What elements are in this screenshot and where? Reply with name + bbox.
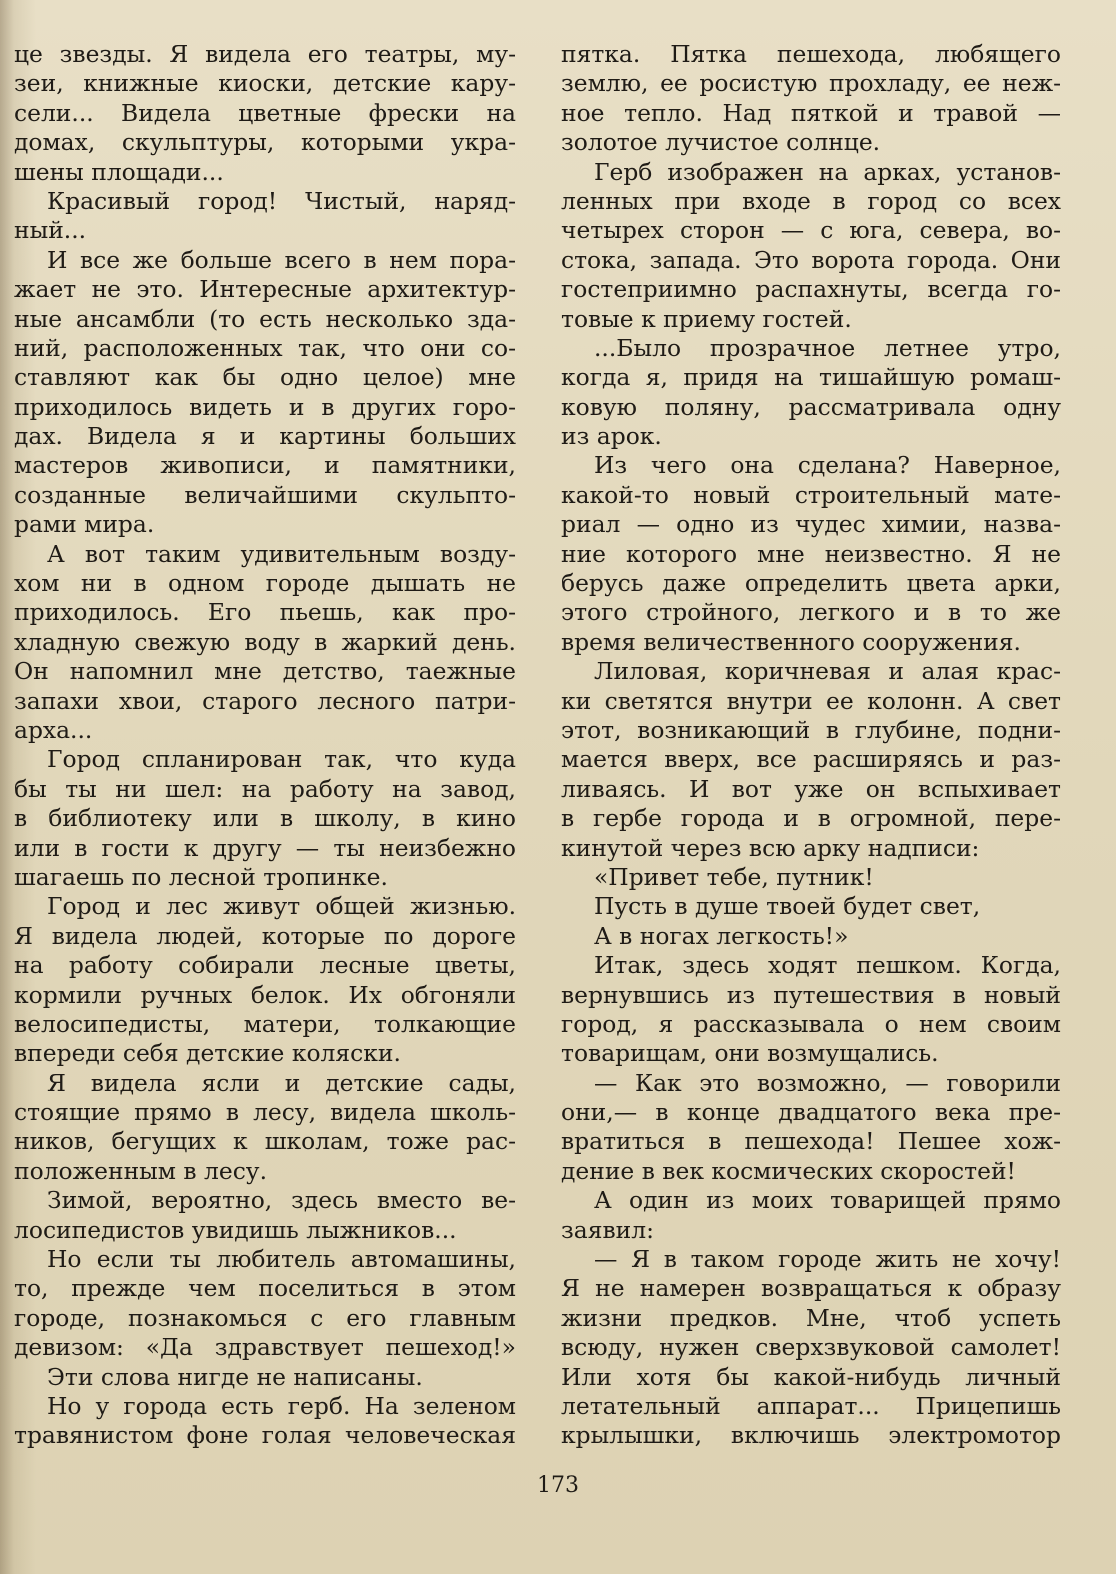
text-line: ное тепло. Над пяткой и травой — (561, 98, 1061, 127)
text-line: этого стройного, легкого и в то же (561, 598, 1061, 627)
text-line: заявил: (561, 1215, 654, 1244)
text-line: крылышки, включишь электромотор (561, 1421, 1061, 1450)
text-line: положенным в лесу. (14, 1156, 268, 1185)
text-line: хладную свежую воду в жаркий день. (14, 627, 516, 656)
left-column (14, 40, 516, 1451)
text-line: вернувшись из путешествия в новый (561, 980, 1061, 1009)
text-line: мается вверх, все расширяясь и раз- (561, 745, 1061, 774)
text-line: ные ансамбли (то есть несколько зда- (14, 304, 516, 333)
text-line: гостеприимно распахнуты, всегда го- (561, 275, 1061, 304)
text-line: хом ни в одном городе дышать не (14, 569, 516, 598)
text-line: созданные величайшими скульпто- (14, 480, 516, 509)
text-line: Итак, здесь ходят пешком. Когда, (594, 951, 1061, 980)
text-line: ставляют как бы одно целое) мне (14, 363, 516, 392)
right-column (561, 40, 1061, 1451)
text-line: берусь даже определить цвета арки, (561, 569, 1061, 598)
text-line: травянистом фоне голая человеческая (14, 1421, 516, 1450)
text-line: девизом: «Да здравствует пешеход!» (14, 1333, 516, 1362)
text-line: когда я, придя на тишайшую ромаш- (561, 363, 1061, 392)
text-line: этот, возникающий в глубине, подни- (561, 715, 1061, 744)
text-line: запахи хвои, старого лесного патри- (14, 686, 516, 715)
page-number: 173 (537, 1473, 579, 1498)
text-line: из арок. (561, 422, 662, 451)
text-line: ние которого мне неизвестно. Я не (561, 539, 1061, 568)
text-line: ников, бегущих к школам, тоже рас- (14, 1127, 516, 1156)
text-line: Из чего она сделана? Наверное, (594, 451, 1061, 480)
text-line: Но у города есть герб. На зеленом (47, 1391, 516, 1420)
text-line: шены площади... (14, 157, 224, 186)
text-line: золотое лучистое солнце. (561, 128, 881, 157)
text-line: какой-то новый строительный мате- (561, 480, 1061, 509)
text-line: или в гости к другу — ты неизбежно (14, 833, 516, 862)
text-line: — Я в таком городе жить не хочу! (594, 1245, 1061, 1274)
text-line: дение в век космических скоростей! (561, 1156, 1016, 1185)
text-line: Я не намерен возвращаться к образу (561, 1274, 1061, 1303)
text-line: А в ногах легкость!» (594, 921, 849, 950)
text-line: рами мира. (14, 510, 155, 539)
text-line: приходилось видеть и в других горо- (14, 392, 516, 421)
text-line: велосипедисты, матери, толкающие (14, 1009, 516, 1038)
text-line: ленных при входе в город со всех (561, 186, 1061, 215)
text-line: вратиться в пешехода! Пешее хож- (561, 1127, 1061, 1156)
text-line: жает не это. Интересные архитектур- (14, 275, 516, 304)
text-line: Эти слова нигде не написаны. (47, 1362, 423, 1391)
text-line: землю, ее росистую прохладу, ее неж- (561, 69, 1061, 98)
text-line: риал — одно из чудес химии, назва- (561, 510, 1061, 539)
text-line: ковую поляну, рассматривала одну (561, 392, 1061, 421)
text-line: время величественного сооружения. (561, 627, 1021, 656)
text-line: бы ты ни шел: на работу на завод, (14, 774, 516, 803)
text-line: стоящие прямо в лесу, видела школь- (14, 1098, 516, 1127)
text-line: городе, познакомься с его главным (14, 1303, 516, 1332)
text-line: це звезды. Я видела его театры, му- (14, 40, 516, 68)
text-line: в гербе города и в огромной, пере- (561, 804, 1061, 833)
text-line: ки светятся внутри ее колонн. А свет (561, 686, 1061, 715)
text-line: — Как это возможно, — говорили (594, 1068, 1061, 1097)
text-line: Красивый город! Чистый, наряд- (47, 186, 516, 215)
text-line: ный... (14, 216, 87, 245)
text-line: ний, расположенных так, что они со- (14, 333, 516, 362)
text-line: ливаясь. И вот уже он вспыхивает (561, 774, 1061, 803)
text-line: Я видела людей, которые по дороге (14, 921, 516, 950)
text-line: домах, скульптуры, которыми укра- (14, 128, 516, 157)
text-line: кормили ручных белок. Их обгоняли (14, 980, 516, 1009)
text-line: Я видела ясли и детские сады, (47, 1068, 516, 1097)
text-line: Герб изображен на арках, установ- (594, 157, 1061, 186)
text-line: товые к приему гостей. (561, 304, 852, 333)
text-line: Город и лес живут общей жизнью. (47, 892, 516, 921)
text-line: дах. Видела я и картины больших (14, 422, 516, 451)
text-line: летательный аппарат... Прицепишь (561, 1391, 1061, 1420)
text-line: то, прежде чем поселиться в этом (14, 1274, 516, 1303)
text-line: шагаешь по лесной тропинке. (14, 862, 388, 891)
text-line: Но если ты любитель автомашины, (47, 1245, 516, 1274)
text-line: стока, запада. Это ворота города. Они (561, 245, 1061, 274)
text-line: на работу собирали лесные цветы, (14, 951, 516, 980)
text-line: они,— в конце двадцатого века пре- (561, 1098, 1061, 1127)
text-line: лосипедистов увидишь лыжников... (14, 1215, 457, 1244)
text-line: Пусть в душе твоей будет свет, (594, 892, 981, 921)
text-line: Зимой, вероятно, здесь вместо ве- (47, 1186, 516, 1215)
text-line: пятка. Пятка пешехода, любящего (561, 40, 1061, 68)
text-line: зеи, книжные киоски, детские кару- (14, 69, 516, 98)
text-line: Лиловая, коричневая и алая крас- (594, 657, 1061, 686)
text-line: жизни предков. Мне, чтоб успеть (561, 1303, 1061, 1332)
text-line: город, я рассказывала о нем своим (561, 1009, 1061, 1038)
text-line: «Привет тебе, путник! (594, 862, 874, 891)
text-line: А один из моих товарищей прямо (594, 1186, 1061, 1215)
text-line: Он напомнил мне детство, таежные (14, 657, 516, 686)
text-line: приходилось. Его пьешь, как про- (14, 598, 516, 627)
text-line: Или хотя бы какой-нибудь личный (561, 1362, 1061, 1391)
text-line: А вот таким удивительным возду- (47, 539, 516, 568)
text-line: впереди себя детские коляски. (14, 1039, 401, 1068)
text-line: мастеров живописи, и памятники, (14, 451, 516, 480)
text-line: товарищам, они возмущались. (561, 1039, 939, 1068)
text-line: четырех сторон — с юга, севера, во- (561, 216, 1061, 245)
text-line: И все же больше всего в нем пора- (47, 245, 516, 274)
text-line: сели... Видела цветные фрески на (14, 98, 516, 127)
text-line: всюду, нужен сверхзвуковой самолет! (561, 1333, 1061, 1362)
text-line: кинутой через всю арку надписи: (561, 833, 980, 862)
text-line: ...Было прозрачное летнее утро, (594, 333, 1061, 362)
text-line: арха... (14, 715, 93, 744)
text-line: Город спланирован так, что куда (47, 745, 516, 774)
text-line: в библиотеку или в школу, в кино (14, 804, 516, 833)
